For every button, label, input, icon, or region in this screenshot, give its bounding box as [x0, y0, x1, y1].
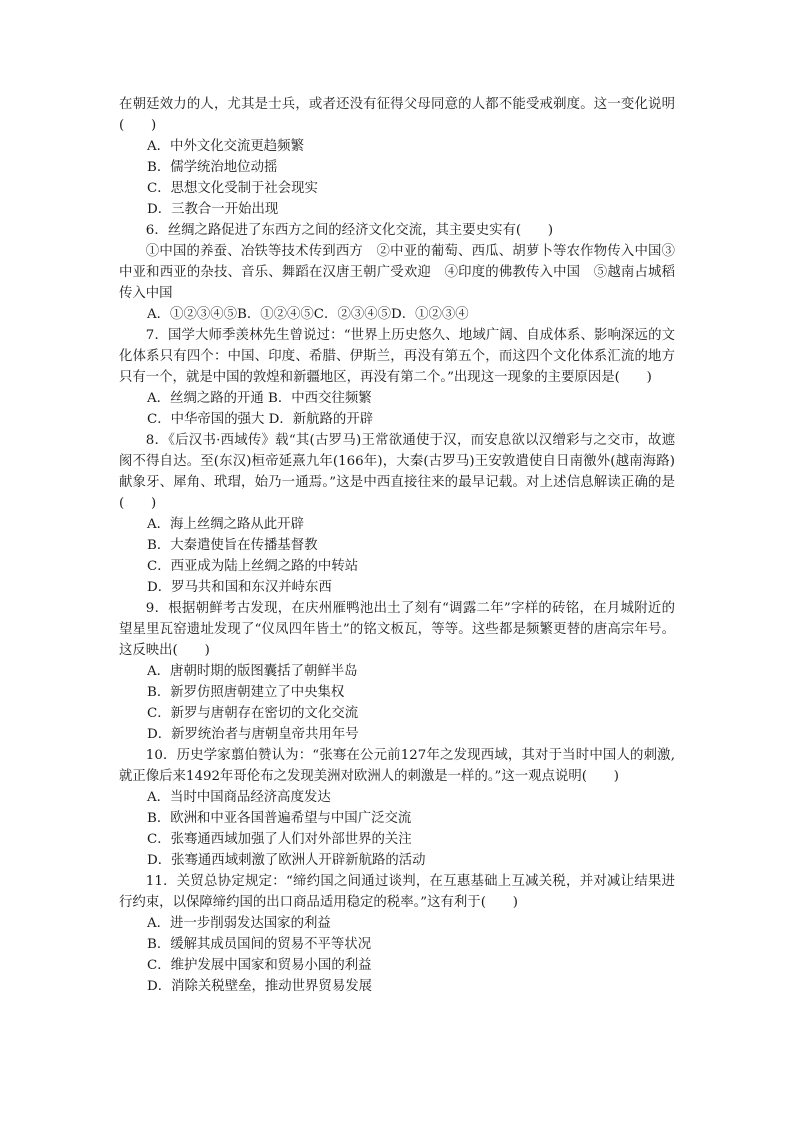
q5-option-a: A．中外文化交流更趋频繁 [147, 139, 304, 154]
q6-items: ①中国的养蚕、冶铁等技术传到西方 ②中亚的葡萄、西瓜、胡萝卜等农作物传入中国③中亚和西亚的杂技、音乐、舞蹈在汉唐王朝广受欢迎 ④印度的佛教传入中国 ⑤越南占城稻传入中国 [119, 244, 675, 301]
q9-option-b: B．新罗仿照唐朝建立了中央集权 [147, 685, 345, 700]
q5-stem-tail: 在朝廷效力的人，尤其是士兵，或者还没有征得父母同意的人都不能受戒剃度。这一变化说明( ) [119, 97, 675, 133]
q8-stem: 8．《后汉书·西域传》载“其(古罗马)王常欲通使于汉，而安息欲以汉缯彩与之交市，故遮阂不得自达。至(东汉)桓帝延熹九年(166年)，大秦(古罗马)王安敦遣使自日南徼外(越南海路)献象牙、犀角、玳瑁，始乃一通焉。”这是中西直接往来的最早记载。对上述信息解读正确的是( ) [119, 433, 675, 511]
q8-option-a: A．海上丝绸之路从此开辟 [147, 517, 304, 532]
q5-option-d: D．三教合一开始出现 [147, 202, 279, 217]
q11-option-c: C．维护发展中国家和贸易小国的利益 [147, 958, 372, 973]
q10-option-d: D．张骞通西域刺激了欧洲人开辟新航路的活动 [147, 853, 426, 868]
exam-page [119, 94, 675, 997]
q11-stem: 11．关贸总协定规定：“缔约国之间通过谈判，在互惠基础上互减关税，并对减让结果进行约束，以保障缔约国的出口商品适用稳定的税率。”这有利于( ) [119, 874, 675, 910]
q10-option-b: B．欧洲和中亚各国普遍希望与中国广泛交流 [147, 811, 412, 826]
q6-options: A．①②③④⑤B．①②④⑤C．②③④⑤D．①②③④ [147, 307, 469, 322]
q5-option-b: B．儒学统治地位动摇 [147, 160, 278, 175]
q6-stem: 6．丝绸之路促进了东西方之间的经济文化交流，其主要史实有( ) [145, 223, 554, 238]
q9-option-a: A．唐朝时期的版图囊括了朝鲜半岛 [147, 664, 358, 679]
q11-option-d: D．消除关税壁垒，推动世界贸易发展 [147, 979, 372, 994]
q9-stem: 9．根据朝鲜考古发现，在庆州雁鸭池出土了刻有“调露二年”字样的砖铭，在月城附近的望星里瓦窑遗址发现了“仪凤四年皆土”的铭文板瓦，等等。这些都是频繁更替的唐高宗年号。这反映出( ) [119, 601, 675, 658]
q8-option-c: C．西亚成为陆上丝绸之路的中转站 [147, 559, 359, 574]
q7-option-ab: A．丝绸之路的开通 B．中西交往频繁 [147, 391, 372, 406]
q7-stem: 7．国学大师季羡林先生曾说过：“世界上历史悠久、地域广阔、自成体系、影响深远的文化体系只有四个：中国、印度、希腊、伊斯兰，再没有第五个，而这四个文化体系汇流的地方只有一个，就是中国的敦煌和新疆地区，再没有第二个。”出现这一现象的主要原因是( ) [119, 328, 675, 385]
q10-stem: 10．历史学家翦伯赞认为：“张骞在公元前127年之发现西域，其对于当时中国人的刺激,就正像后来1492年哥伦布之发现美洲对欧洲人的刺激是一样的。”这一观点说明( ) [119, 748, 675, 784]
q5-option-c: C．思想文化受制于社会现实 [147, 181, 318, 196]
q7-option-cd: C．中华帝国的强大 D．新航路的开辟 [147, 412, 374, 427]
q8-option-d: D．罗马共和国和东汉并峙东西 [147, 580, 332, 595]
q11-option-a: A．进一步削弱发达国家的利益 [147, 916, 331, 931]
q9-option-d: D．新罗统治者与唐朝皇帝共用年号 [147, 727, 359, 742]
q11-option-b: B．缓解其成员国间的贸易不平等状况 [147, 937, 372, 952]
q10-option-c: C．张骞通西域加强了人们对外部世界的关注 [147, 832, 412, 847]
q9-option-c: C．新罗与唐朝存在密切的文化交流 [147, 706, 359, 721]
q8-option-b: B．大秦遣使旨在传播基督教 [147, 538, 318, 553]
q10-option-a: A．当时中国商品经济高度发达 [147, 790, 331, 805]
